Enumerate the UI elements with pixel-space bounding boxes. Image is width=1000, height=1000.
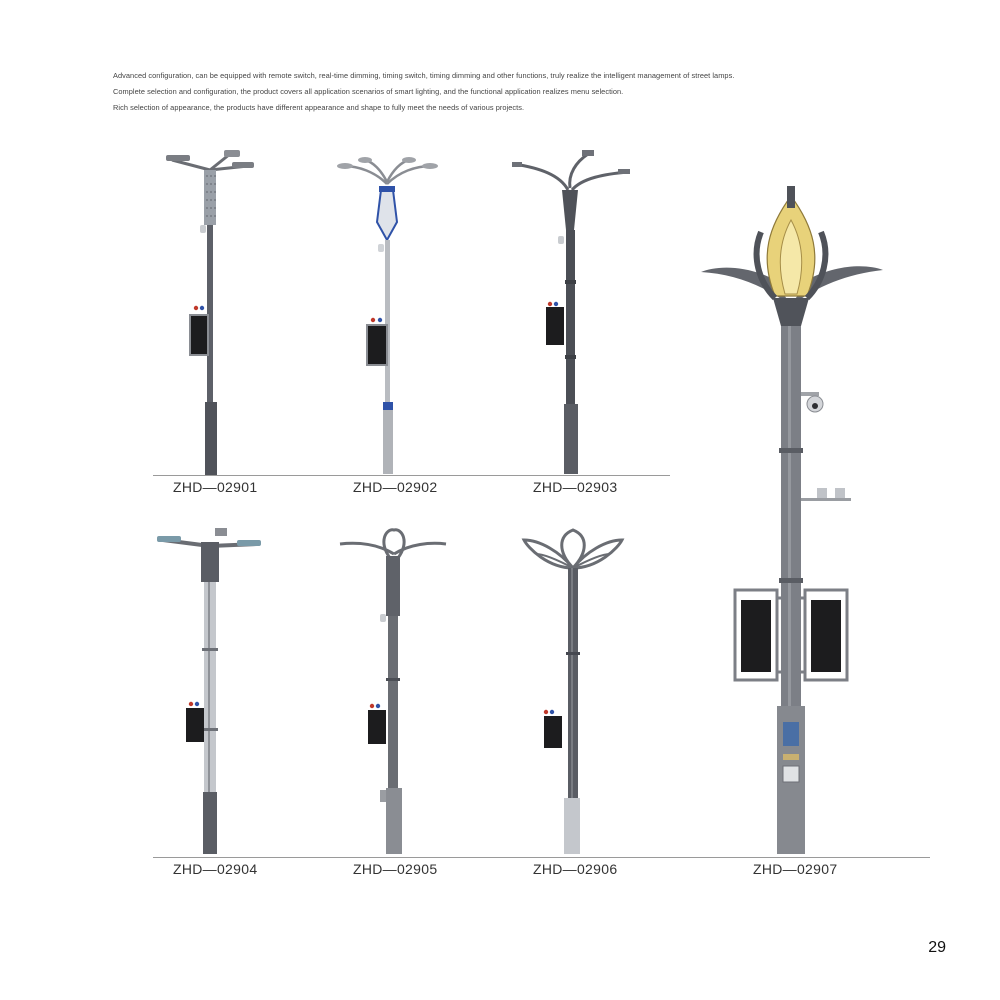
model-label-02907: ZHD—02907 — [753, 861, 838, 877]
model-label-02905: ZHD—02905 — [353, 861, 438, 877]
pole-illustration-02905 — [338, 528, 448, 856]
intro-line-2: Complete selection and configuration, the product covers all application scenarios of smart lighting, and the functional application realizes menu selection. — [113, 87, 624, 96]
intro-line-1: Advanced configuration, can be equipped with remote switch, real-time dimming, timing switch, timing dimming and other functions, truly realize the intelligent management of street lamps. — [113, 71, 735, 80]
pole-illustration-02903 — [510, 150, 630, 478]
page-number: 29 — [928, 939, 946, 956]
intro-text — [113, 68, 873, 116]
model-label-02906: ZHD—02906 — [533, 861, 618, 877]
model-label-02904: ZHD—02904 — [173, 861, 258, 877]
model-label-02901: ZHD—02901 — [173, 479, 258, 495]
pole-illustration-02901 — [160, 150, 260, 480]
pole-illustration-02902 — [335, 152, 440, 477]
row-1-baseline — [153, 475, 670, 476]
model-label-02902: ZHD—02902 — [353, 479, 438, 495]
model-label-02903: ZHD—02903 — [533, 479, 618, 495]
pole-illustration-02904 — [155, 528, 265, 856]
intro-line-3: Rich selection of appearance, the products have different appearance and shape to fully meet the needs of various projects. — [113, 103, 525, 112]
pole-illustration-02906 — [518, 528, 628, 856]
pole-illustration-02907 — [695, 186, 887, 856]
row-2-baseline — [153, 857, 930, 858]
